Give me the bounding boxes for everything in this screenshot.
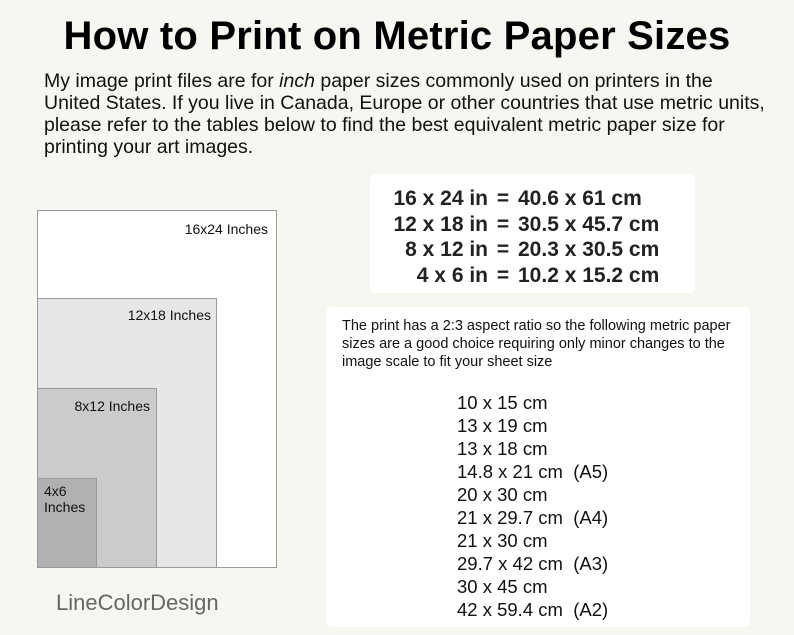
metric-size-item: 13 x 18 cm <box>457 438 548 459</box>
metric-size-item: 29.7 x 42 cm (A3) <box>457 553 609 574</box>
conversion-inch: 4 x 6 in <box>416 263 488 287</box>
conversion-row <box>370 212 695 238</box>
conversion-cm: 40.6 x 61 cm <box>518 187 642 210</box>
metric-size-item: 20 x 30 cm <box>457 484 548 505</box>
intro-paragraph <box>44 70 774 158</box>
metric-size-item: 42 x 59.4 cm (A2) <box>457 599 609 620</box>
metric-size-item: 21 x 30 cm <box>457 530 548 551</box>
metric-size-item: 13 x 19 cm <box>457 415 548 436</box>
conversion-inch: 16 x 24 in <box>393 187 488 210</box>
conversion-inch: 8 x 12 in <box>405 238 488 261</box>
paper-4x6 <box>37 478 97 568</box>
conversion-row <box>370 237 695 263</box>
intro-text-end: paper sizes commonly used on printers in the United States. If you live in Canada, Europe or other countries that use metric units, please refer to the tables below to find the best equivalent metric paper size for printing your art images. <box>44 70 765 158</box>
conversion-cm: 30.5 x 45.7 cm <box>518 212 660 236</box>
metric-sizes-panel <box>326 307 750 627</box>
paper-label-12x18: 12x18 Inches <box>127 307 211 323</box>
conversion-equals: = <box>496 263 510 287</box>
metric-size-item: 10 x 15 cm <box>457 392 548 413</box>
conversion-table <box>370 174 695 293</box>
paper-label-8x12: 8x12 Inches <box>74 398 150 414</box>
brand-name: LineColorDesign <box>56 590 219 615</box>
conversion-equals: = <box>496 212 510 236</box>
conversion-inch: 12 x 18 in <box>393 212 488 236</box>
paper-label-4x6: 4x6 Inches <box>44 483 86 515</box>
metric-size-item: 14.8 x 21 cm (A5) <box>457 461 609 482</box>
conversion-cm: 20.3 x 30.5 cm <box>518 238 660 261</box>
conversion-row <box>370 186 695 212</box>
conversion-cm: 10.2 x 15.2 cm <box>518 263 660 287</box>
aspect-ratio-note: The print has a 2:3 aspect ratio so the following metric paper sizes are a good choice requiring only minor changes to the image scale to fit your sheet size <box>342 318 731 370</box>
intro-text-start: My image print files are for <box>44 70 280 92</box>
paper-label-16x24: 16x24 Inches <box>184 221 268 237</box>
page-title: How to Print on Metric Paper Sizes <box>63 14 731 58</box>
conversion-equals: = <box>496 187 510 210</box>
metric-size-item: 21 x 29.7 cm (A4) <box>457 507 609 528</box>
intro-emphasis: inch <box>279 70 315 92</box>
metric-size-item: 30 x 45 cm <box>457 576 548 597</box>
metric-size-list <box>457 391 608 621</box>
conversion-row <box>370 263 695 289</box>
conversion-equals: = <box>496 238 510 261</box>
